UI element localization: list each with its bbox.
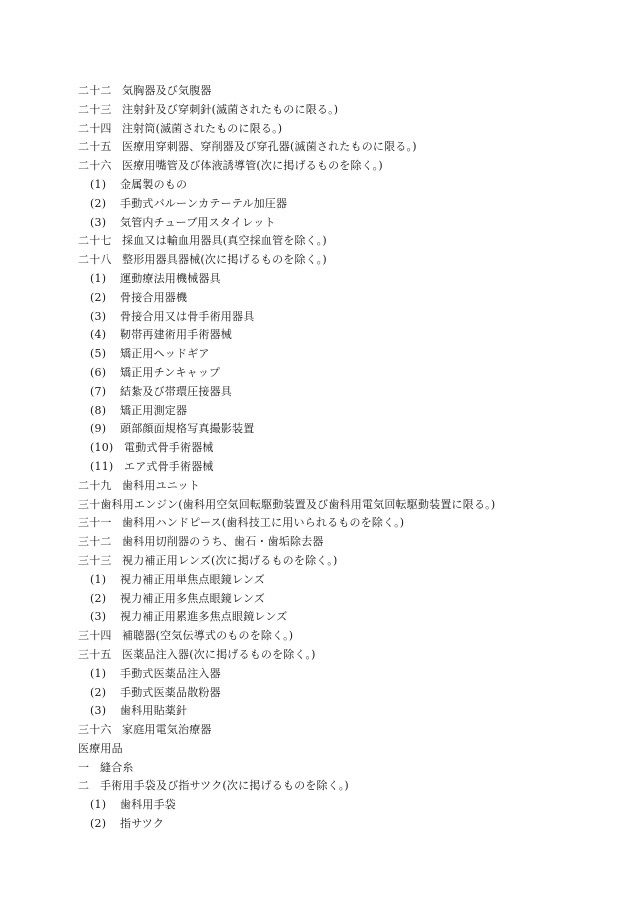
- sub-item: [78, 665, 608, 684]
- list-item: [78, 477, 608, 496]
- sub-item-number: (1): [90, 798, 107, 812]
- sub-item-text: 歯科用貼薬針: [120, 704, 188, 718]
- item-text: 手術用手袋及び指サツク(次に掲げるものを除く。): [100, 779, 349, 793]
- sub-item-text: 矯正用測定器: [120, 403, 188, 417]
- item-text: 気胸器及び気腹器: [122, 84, 212, 97]
- sub-item: [78, 289, 608, 308]
- sub-item-text: 骨接合用器機: [120, 290, 188, 304]
- sub-item-number: (7): [90, 384, 107, 398]
- list-item: [78, 721, 608, 740]
- document-page: [78, 82, 608, 834]
- sub-item-number: (1): [90, 572, 107, 586]
- sub-item-text: 矯正用ヘッドギア: [120, 347, 210, 361]
- item-number: 三十五: [78, 647, 112, 661]
- sub-item: [78, 176, 608, 195]
- sub-item-text: 運動療法用機械器具: [120, 271, 221, 285]
- list-item: [78, 496, 608, 515]
- sub-item-text: 気管内チューブ用スタイレット: [120, 215, 276, 229]
- list-item: [78, 232, 608, 251]
- sub-item-number: (1): [90, 177, 107, 191]
- sub-item-number: (2): [90, 290, 107, 304]
- item-number: 二十八: [78, 253, 112, 267]
- item-number: 二十二: [78, 84, 112, 97]
- sub-item: [78, 815, 608, 834]
- item-text: 歯科用ユニット: [122, 478, 200, 492]
- item-number: 三十: [78, 497, 101, 511]
- sub-item-number: (3): [90, 610, 107, 624]
- item-number: 二十三: [78, 102, 112, 116]
- item-text: 医薬品注入器(次に掲げるものを除く。): [122, 647, 316, 661]
- sub-item-number: (3): [90, 309, 107, 323]
- sub-item: [78, 195, 608, 214]
- sub-item: [78, 590, 608, 609]
- item-number: 三十一: [78, 516, 112, 530]
- list-item: [78, 120, 608, 139]
- sub-item-number: (2): [90, 685, 107, 699]
- sub-item: [78, 571, 608, 590]
- sub-item-number: (6): [90, 365, 107, 379]
- sub-item-text: 骨接合用又は骨手術用器具: [120, 309, 255, 323]
- item-text: 歯科用切削器のうち、歯石・歯垢除去器: [122, 535, 324, 549]
- sub-item: [78, 458, 608, 477]
- list-item: [78, 533, 608, 552]
- sub-item: [78, 364, 608, 383]
- item-number: 三十六: [78, 723, 112, 737]
- item-text: 医療用穿刺器、穿削器及び穿孔器(滅菌されたものに限る。): [122, 140, 417, 154]
- sub-item: [78, 214, 608, 233]
- sub-item-text: エア式骨手術器械: [124, 459, 214, 473]
- sub-item: [78, 702, 608, 721]
- list-item: [78, 627, 608, 646]
- list-item: [78, 552, 608, 571]
- list-item: [78, 759, 608, 778]
- item-number: 二十四: [78, 121, 112, 135]
- sub-item-text: 歯科用手袋: [120, 798, 176, 812]
- item-text: 歯科用ハンドピース(歯科技工に用いられるものを除く。): [122, 516, 405, 530]
- list-item: [78, 251, 608, 270]
- item-text: 縫合糸: [100, 760, 134, 774]
- item-text: 視力補正用レンズ(次に掲げるものを除く。): [122, 553, 338, 567]
- sub-item-number: (4): [90, 328, 107, 342]
- sub-item: [78, 326, 608, 345]
- list-item: [78, 82, 608, 101]
- sub-item-number: (2): [90, 196, 107, 210]
- item-text: 家庭用電気治療器: [122, 723, 212, 737]
- list-item: [78, 138, 608, 157]
- sub-item-text: 電動式骨手術器械: [124, 441, 214, 455]
- sub-item-number: (9): [90, 422, 107, 436]
- section-heading: [78, 740, 608, 759]
- sub-item-text: 指サツク: [120, 817, 165, 831]
- sub-item-text: 視力補正用多焦点眼鏡レンズ: [120, 591, 265, 605]
- sub-item-number: (10): [90, 441, 114, 455]
- sub-item-text: 靭帯再建術用手術器械: [120, 328, 232, 342]
- item-number: 二十七: [78, 234, 112, 248]
- sub-item: [78, 608, 608, 627]
- sub-item: [78, 402, 608, 421]
- item-number: 二: [78, 779, 90, 793]
- sub-item: [78, 796, 608, 815]
- item-text: 注射筒(滅菌されたものに限る。): [122, 121, 283, 135]
- item-number: 一: [78, 760, 90, 774]
- item-text: 歯科用エンジン(歯科用空気回転駆動装置及び歯科用電気回転駆動装置に限る。): [100, 497, 496, 511]
- item-text: 医療用嘴管及び体液誘導管(次に掲げるものを除く。): [122, 159, 383, 173]
- sub-item-number: (5): [90, 347, 107, 361]
- item-text: 補聴器(空気伝導式のものを除く。): [122, 629, 294, 643]
- sub-item: [78, 383, 608, 402]
- list-item: [78, 514, 608, 533]
- list-item: [78, 101, 608, 120]
- sub-item: [78, 684, 608, 703]
- sub-item-text: 視力補正用累進多焦点眼鏡レンズ: [120, 610, 288, 624]
- sub-item: [78, 308, 608, 327]
- section-heading-text: 医療用品: [78, 741, 123, 755]
- item-text: 注射針及び穿刺針(滅菌されたものに限る。): [122, 102, 339, 116]
- sub-item-number: (1): [90, 271, 107, 285]
- sub-item-text: 頭部顔面規格写真撮影装置: [120, 422, 255, 436]
- sub-item-text: 手動式バルーンカテーテル加圧器: [120, 196, 288, 210]
- sub-item: [78, 270, 608, 289]
- sub-item-number: (3): [90, 215, 107, 229]
- sub-item-text: 手動式医薬品散粉器: [120, 685, 221, 699]
- item-number: 三十二: [78, 535, 112, 549]
- list-item: [78, 646, 608, 665]
- item-number: 二十六: [78, 159, 112, 173]
- list-item: [78, 157, 608, 176]
- item-number: 二十五: [78, 140, 112, 154]
- sub-item: [78, 420, 608, 439]
- sub-item-number: (3): [90, 704, 107, 718]
- sub-item-text: 視力補正用単焦点眼鏡レンズ: [120, 572, 265, 586]
- sub-item-number: (11): [90, 459, 114, 473]
- sub-item-text: 結紮及び帯環圧接器具: [120, 384, 232, 398]
- list-item: [78, 777, 608, 796]
- item-text: 整形用器具器械(次に掲げるものを除く。): [122, 253, 327, 267]
- sub-item-number: (1): [90, 666, 107, 680]
- sub-item-number: (2): [90, 817, 107, 831]
- sub-item-number: (8): [90, 403, 107, 417]
- sub-item: [78, 345, 608, 364]
- sub-item-text: 金属製のもの: [120, 177, 188, 191]
- sub-item-text: 矯正用チンキャップ: [120, 365, 221, 379]
- item-number: 三十三: [78, 553, 112, 567]
- sub-item-text: 手動式医薬品注入器: [120, 666, 221, 680]
- item-number: 三十四: [78, 629, 112, 643]
- item-text: 採血又は輸血用器具(真空採血管を除く。): [122, 234, 327, 248]
- item-number: 二十九: [78, 478, 112, 492]
- sub-item-number: (2): [90, 591, 107, 605]
- sub-item: [78, 439, 608, 458]
